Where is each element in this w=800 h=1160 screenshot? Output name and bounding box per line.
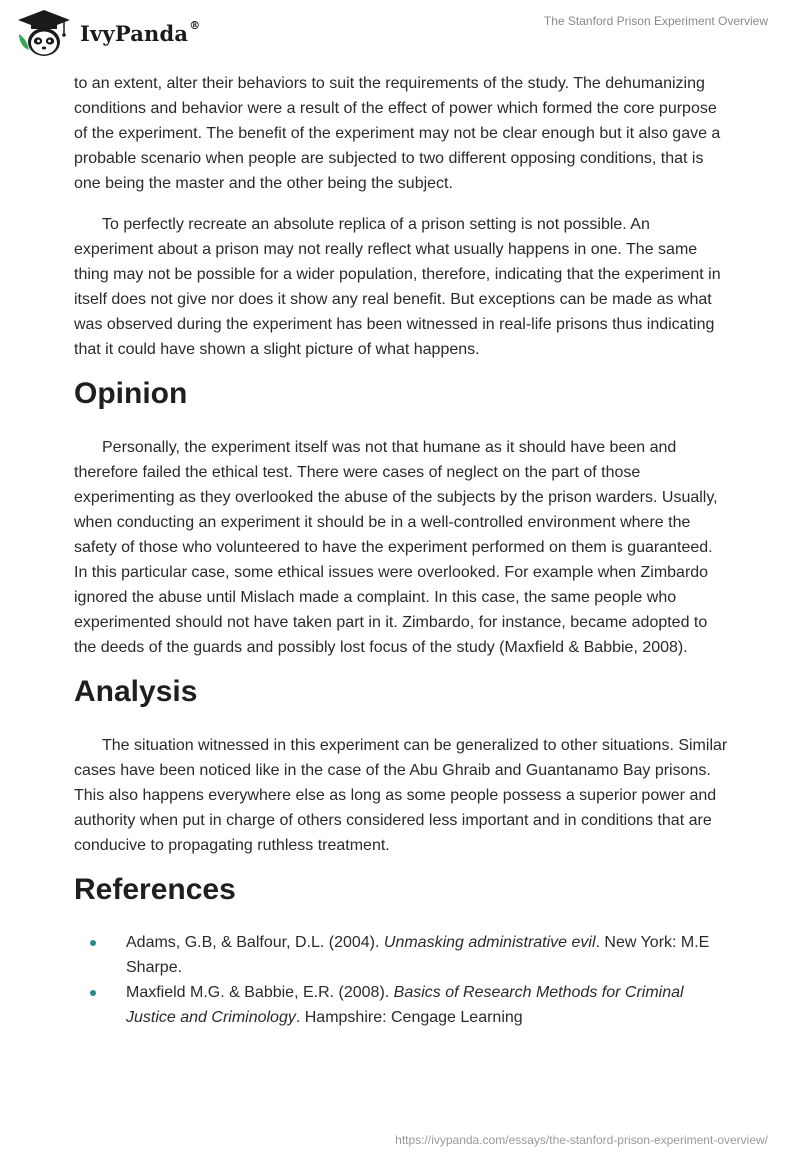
bullet-dot-icon	[90, 940, 96, 946]
registered-mark: ®	[189, 18, 201, 32]
references-list	[74, 930, 730, 1030]
reference-publisher: . New York: M.E Sharpe.	[126, 934, 710, 976]
panda-mortarboard-icon	[14, 8, 74, 58]
logo-text: IvyPanda	[80, 20, 189, 46]
page-header	[0, 0, 800, 66]
reference-title: Unmasking administrative evil	[383, 934, 596, 951]
heading-references: References	[74, 873, 236, 906]
paragraph-analysis: The situation witnessed in this experiment can be generalized to other situations. Similar cases have been noticed like in the case of the Abu Ghraib and Guantanamo Bay prisons. This also happens everywhere else as long as some people possess a superior power and authority when put in charge of others considered less important and in conditions that are conducive to propagating ruthless treatment.	[74, 737, 728, 854]
reference-title: Basics of Research Methods for Criminal Justice and Criminology	[126, 984, 684, 1026]
reference-item	[74, 930, 730, 980]
heading-analysis: Analysis	[74, 675, 198, 708]
reference-item	[74, 980, 730, 1030]
ivypanda-logo[interactable]	[14, 8, 200, 58]
bullet-dot-icon	[90, 990, 96, 996]
paragraph-continued: to an extent, alter their behaviors to suit the requirements of the study. The dehumanizing conditions and behavior were a result of the effect of power which formed the core purpose of the experiment. The benefit of the experiment may not be clear enough but it also gave a probable scenario when people are subjected to two different opposing conditions, that is one being the master and the other being the subject.	[74, 75, 721, 192]
essay-body	[74, 71, 730, 1030]
paragraph-prison-replica: To perfectly recreate an absolute replica of a prison setting is not possible. An experiment about a prison may not really reflect what usually happens in one. The same thing may not be possible for a wider population, therefore, indicating that the experiment in itself does not give nor does it show any real benefit. But exceptions can be made as what was observed during the experiment has been witnessed in real-life prisons thus indicating that it could have shown a slight picture of what happens.	[74, 216, 721, 358]
logo-wordmark	[80, 18, 201, 46]
document-title: The Stanford Prison Experiment Overview	[543, 14, 768, 28]
heading-opinion: Opinion	[74, 377, 188, 410]
reference-publisher: . Hampshire: Cengage Learning	[295, 1009, 523, 1026]
paragraph-opinion: Personally, the experiment itself was not that humane as it should have been and therefore failed the ethical test. There were cases of neglect on the part of those experimenting as they overlooked the abuse of the subjects by the prison warders. Usually, when conducting an experiment it should be in a well-controlled environment where the safety of those who volunteered to have the experiment performed on them is guaranteed. In this particular case, some ethical issues were overlooked. For example when Zimbardo ignored the abuse until Mislach made a complaint. In this case, the same people who experimented should not have taken part in it. Zimbardo, for instance, became adopted to the deeds of the guards and possibly lost focus of the study (Maxfield & Babbie, 2008).	[74, 439, 718, 656]
source-url-link[interactable]: https://ivypanda.com/essays/the-stanford-prison-experiment-overview/	[395, 1133, 768, 1147]
reference-authors: Maxfield M.G. & Babbie, E.R. (2008).	[126, 984, 394, 1001]
reference-authors: Adams, G.B, & Balfour, D.L. (2004).	[126, 934, 384, 951]
